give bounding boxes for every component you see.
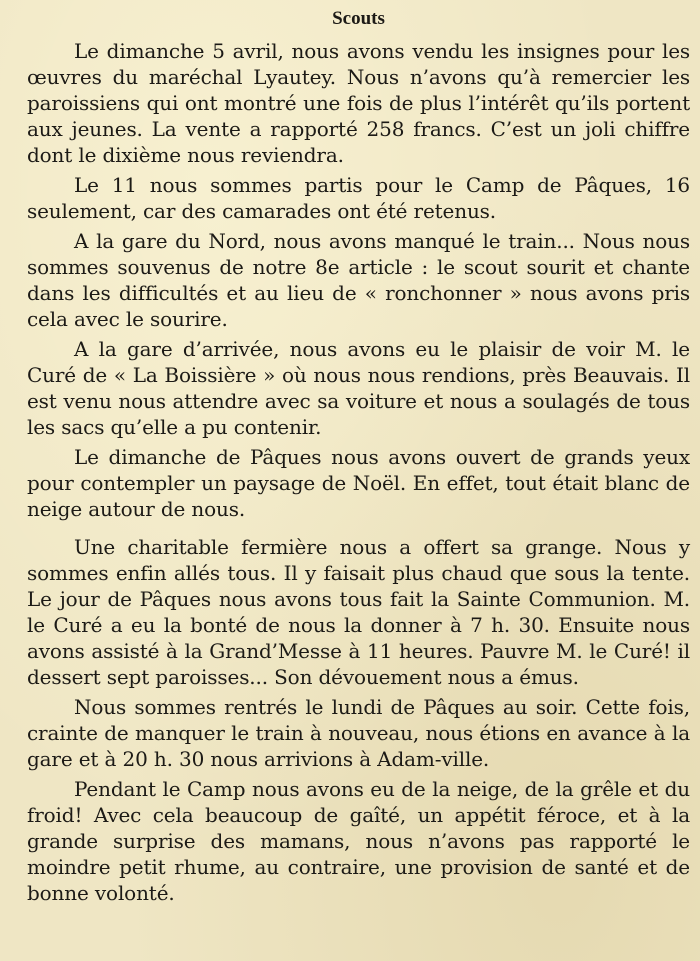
article-title: Scouts bbox=[332, 8, 385, 29]
paragraph-grange: Une charitable fermière nous a offert sa grange. Nous y sommes enfin allés tous. Il y faisait plus chaud que sous la tente. Le jour de Pâques nous avons tous fait la Sainte Communion. M. le Curé a eu la bonté de nous la donner à 7 h. 30. Ensuite nous avons assisté à la Grand’Messe à 11 heures. Pauvre M. le Curé! il dessert sept paroisses... Son dévouement nous a émus. bbox=[27, 535, 690, 689]
paragraph-depart-camp: Le 11 nous sommes partis pour le Camp de Pâques, 16 seulement, car des camarades ont été retenus. bbox=[27, 173, 690, 223]
paragraph-retour: Nous sommes rentrés le lundi de Pâques au soir. Cette fois, crainte de manquer le train à nouveau, nous étions en avance à la gare et à 20 h. 30 nous arrivions à Adam-ville. bbox=[27, 695, 690, 771]
paragraph-dimanche-paques: Le dimanche de Pâques nous avons ouvert de grands yeux pour contempler un paysage de Noël. En effet, tout était blanc de neige autour de nous. bbox=[27, 445, 690, 521]
paragraph-bilan-camp: Pendant le Camp nous avons eu de la neige, de la grêle et du froid! Avec cela beaucoup de gaîté, un appétit féroce, et à la grande surprise des mamans, nous n’avons pas rapporté le moindre petit rhume, au contraire, une provision de santé et de bonne volonté. bbox=[27, 777, 690, 905]
paragraph-insignes: Le dimanche 5 avril, nous avons vendu les insignes pour les œuvres du maréchal Lyautey. Nous n’avons qu’à remercier les paroissiens qui ont montré une fois de plus l’intérêt qu’ils portent aux jeunes. La vente a rapporté 258 francs. C’est un joli chiffre dont le dixième nous reviendra. bbox=[27, 39, 690, 167]
paragraph-gare-arrivee: A la gare d’arrivée, nous avons eu le plaisir de voir M. le Curé de « La Boissière » où nous nous rendions, près Beauvais. Il est venu nous attendre avec sa voiture et nous a soulagés de tous les sacs qu’elle a pu contenir. bbox=[27, 337, 690, 439]
paragraph-gare-du-nord: A la gare du Nord, nous avons manqué le train... Nous nous sommes souvenus de notre 8e article : le scout sourit et chante dans les difficultés et au lieu de « ronchonner » nous avons pris cela avec le sourire. bbox=[27, 229, 690, 331]
